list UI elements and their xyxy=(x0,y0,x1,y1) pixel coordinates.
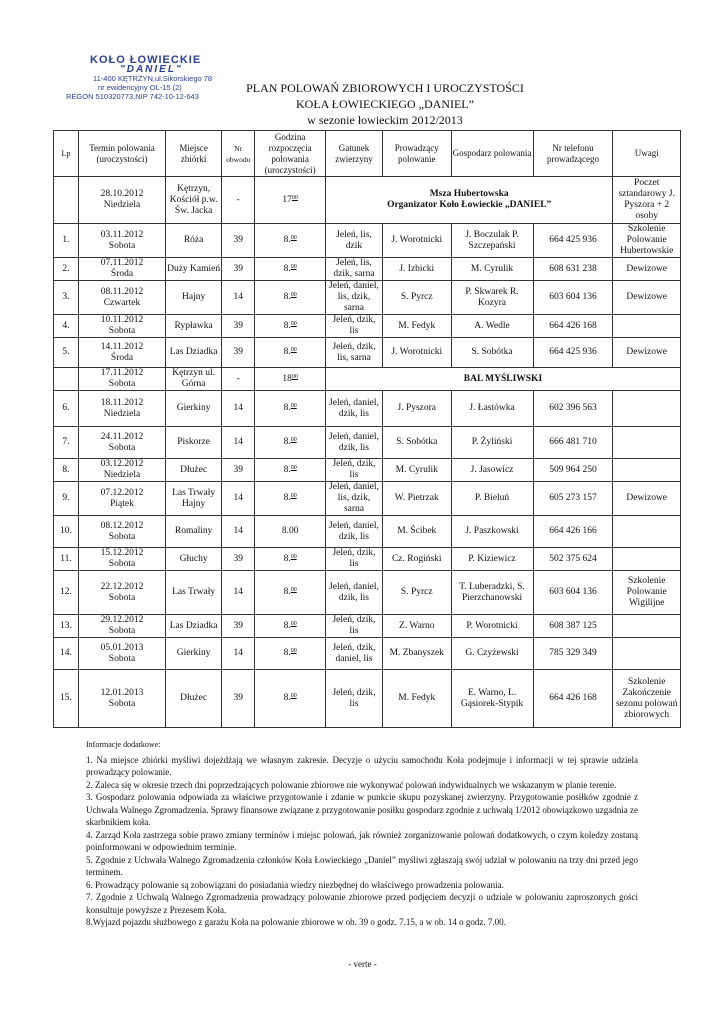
area-cell: 14 xyxy=(222,482,255,516)
stamp-line: "DANIEL" xyxy=(120,64,183,75)
lp-cell: 14. xyxy=(54,638,79,670)
hour-cell xyxy=(255,548,326,571)
leader-cell: Z. Warno xyxy=(383,615,452,638)
hour-text: 8. xyxy=(283,587,291,597)
host-cell: E. Warno, L. Gąsiorek-Stypik xyxy=(451,670,533,728)
hour-cell xyxy=(255,258,326,281)
place-cell: Duży Kamień xyxy=(166,258,222,281)
date-cell xyxy=(78,615,165,638)
place-cell: Las Dziadka xyxy=(166,615,222,638)
notes-cell xyxy=(613,615,681,638)
area-cell: - xyxy=(222,177,255,224)
leader-cell: J. Worotnicki xyxy=(383,338,452,368)
leader-cell: M. Zbanyszek xyxy=(383,638,452,670)
species-cell: Jeleń, daniel, dzik, lis xyxy=(325,516,382,548)
species-cell: Jeleń, daniel, lis, dzik, sarna xyxy=(325,482,382,516)
table-row xyxy=(54,224,681,258)
species-cell: Jeleń, dzik, lis xyxy=(325,315,382,338)
info-item: 4. Zarząd Koła zastrzega sobie prawo zmiany terminów i miejsc polowań, jak również zorganizowanie polowań dodatkowych, o czym koledzy zostaną poinformowani w odpowiednim terminie. xyxy=(86,829,638,852)
place-cell: Gierkiny xyxy=(166,638,222,670)
lp-cell: 2. xyxy=(54,258,79,281)
phone-cell: 608 631 238 xyxy=(533,258,613,281)
hunting-plan-table xyxy=(53,130,681,728)
weekday-text: Sobota xyxy=(108,626,136,636)
notes-cell xyxy=(613,482,681,516)
date-cell xyxy=(78,571,165,615)
lp-cell: 3. xyxy=(54,281,79,315)
table-row xyxy=(54,427,681,459)
hour-text: 17 xyxy=(282,194,292,205)
date-text: 15.12.2012 xyxy=(100,548,144,558)
phone-cell: 664 425 936 xyxy=(533,224,613,258)
ceremony-row xyxy=(54,177,681,224)
leader-cell: S. Sobótka xyxy=(383,427,452,459)
place-cell: Kętrzyn, Kościół p.w. Św. Jacka xyxy=(166,177,222,224)
area-cell: 39 xyxy=(222,548,255,571)
date-text: 22.12.2012 xyxy=(100,581,144,592)
area-cell: 39 xyxy=(222,315,255,338)
leader-cell: M. Cyrulik xyxy=(383,459,452,482)
minute-text: 00 xyxy=(290,553,297,560)
hour-text: 8. xyxy=(283,263,291,274)
species-cell: Jeleń, dzik, lis xyxy=(325,670,382,728)
date-text: 14.11.2012 xyxy=(100,341,144,352)
info-item: 5. Zgodnie z Uchwała Walnego Zgromadzenia członków Koła Łowieckiego „Daniel” myśliwi zgłaszają swój udział w polowaniu na trzy dni przed jego terminem. xyxy=(86,854,638,877)
hour-text: 8. xyxy=(283,493,291,503)
additional-info xyxy=(86,739,638,929)
notes-cell xyxy=(613,391,681,427)
area-cell: - xyxy=(222,368,255,391)
phone-cell: 509 964 250 xyxy=(533,459,613,482)
date-cell xyxy=(78,177,165,224)
title-line: KOŁA ŁOWIECKIEGO „DANIEL” xyxy=(296,97,474,111)
lp-cell: 4. xyxy=(54,315,79,338)
info-item: 8.Wyjazd pojazdu służbowego z garażu Koła na polowanie zbiorowe w ob. 39 o godz. 7.15, a w ob. 14 o godz. 7.00. xyxy=(86,917,506,927)
leader-cell: J. Izbicki xyxy=(383,258,452,281)
hour-cell xyxy=(255,571,326,615)
area-cell: 14 xyxy=(222,427,255,459)
table-row xyxy=(54,258,681,281)
leader-cell: J. Pyszora xyxy=(383,391,452,427)
notes-text: Szkolenie xyxy=(627,576,666,586)
weekday-text: Sobota xyxy=(108,559,136,569)
notes-cell xyxy=(613,427,681,459)
info-item: 7. Zgodnie z Uchwalą Walnego Zgromadzenia prowadzący polowanie zbiorowe przed podjęciem decyzji o udziale w polowaniu zaproszonych gości konsultuje powyższe z Prezesem Koła. xyxy=(86,892,638,915)
date-text: 08.11.2012 xyxy=(100,286,144,297)
weekday-text: Sobota xyxy=(108,698,136,709)
hour-cell xyxy=(255,615,326,638)
table-row xyxy=(54,281,681,315)
col-header-gospodarz: Gospodarz polowania xyxy=(451,131,533,177)
leader-cell: S. Pyrcz xyxy=(383,571,452,615)
date-text: 24.11.2012 xyxy=(100,431,144,442)
col-header-miejsce: Miejsce zbiórki xyxy=(166,131,222,177)
col-header-lp: Lp xyxy=(54,131,79,177)
table-row xyxy=(54,315,681,338)
place-cell: Las Dziadka xyxy=(166,338,222,368)
place-cell: Gierkiny xyxy=(166,391,222,427)
event-name: BAL MYŚLIWSKI xyxy=(463,373,543,384)
place-cell: Rypławka xyxy=(166,315,222,338)
lp-cell: 5. xyxy=(54,338,79,368)
col-header-uwagi: Uwagi xyxy=(613,131,681,177)
leader-cell: J. Worotnicki xyxy=(383,224,452,258)
species-cell: Jeleń, dzik, lis xyxy=(325,459,382,482)
phone-cell: 603 604 136 xyxy=(533,281,613,315)
hour-text: 8. xyxy=(283,553,291,564)
leader-cell: S. Pyrcz xyxy=(383,281,452,315)
stamp-line: KOŁO ŁOWIECKIE xyxy=(90,54,202,66)
date-cell xyxy=(78,516,165,548)
hour-text: 8. xyxy=(283,620,291,631)
notes-text: Dewizowe xyxy=(626,263,668,274)
notes-cell xyxy=(613,638,681,670)
weekday-text: Sobota xyxy=(108,531,136,542)
minute-text: 00 xyxy=(290,292,297,298)
date-text: 12.01.2013 xyxy=(100,687,144,698)
notes-text: Dewizowe xyxy=(626,347,668,357)
species-cell: Jeleń, dzik, daniel, lis xyxy=(325,638,382,670)
hour-text: 8. xyxy=(283,347,291,357)
area-cell: 39 xyxy=(222,459,255,482)
date-cell xyxy=(78,368,165,391)
date-cell xyxy=(78,391,165,427)
event-organizer: Organizator Koło Łowieckie „DANIEL” xyxy=(387,200,552,210)
table-row xyxy=(54,459,681,482)
table-row xyxy=(54,615,681,638)
date-text: 17.11.2012 xyxy=(100,368,144,378)
hour-cell xyxy=(255,224,326,258)
species-cell: Jeleń, lis, dzik xyxy=(325,224,382,258)
place-cell: Dłużec xyxy=(166,459,222,482)
species-cell: Jeleń, dzik, lis, sarna xyxy=(325,338,382,368)
weekday-text: Sobota xyxy=(108,442,136,453)
lp-cell: 15. xyxy=(54,670,79,728)
minute-text: 00 xyxy=(290,437,297,443)
minute-text: 00 xyxy=(290,693,297,699)
phone-cell: 602 396 563 xyxy=(533,391,613,427)
hour-text: 8. xyxy=(283,292,291,302)
title-line: w sezonie łowieckim 2012/2013 xyxy=(307,113,463,127)
weekday-text: Sobota xyxy=(108,379,136,389)
notes-cell xyxy=(613,459,681,482)
area-cell: 14 xyxy=(222,516,255,548)
col-header-gatunek: Gatunek zwierzyny xyxy=(325,131,382,177)
area-cell: 14 xyxy=(222,571,255,615)
lp-cell: 6. xyxy=(54,391,79,427)
col-header-prowadzacy: Prowadzący polowanie xyxy=(383,131,452,177)
area-cell: 14 xyxy=(222,391,255,427)
weekday-text: Niedziela xyxy=(103,200,141,210)
info-item: 6. Prowadzący polowanie są zobowiązani do posiadania wiedzy niezbędnej do właściwego prowadzenia polowania. xyxy=(86,879,504,890)
date-text: 03.12.2012 xyxy=(100,459,144,469)
header-row xyxy=(54,131,681,177)
minute-text: 00 xyxy=(290,464,297,471)
event-cell xyxy=(325,177,613,224)
weekday-text: Sobota xyxy=(108,592,136,603)
hour-text: 8. xyxy=(283,235,291,245)
table-row xyxy=(54,571,681,615)
phone-cell: 502 375 624 xyxy=(533,548,613,571)
date-cell xyxy=(78,638,165,670)
area-cell: 39 xyxy=(222,670,255,728)
weekday-text: Sobota xyxy=(108,326,136,336)
lp-cell: 12. xyxy=(54,571,79,615)
lp-cell: 7. xyxy=(54,427,79,459)
minute-text: 00 xyxy=(291,194,298,201)
hour-cell xyxy=(255,281,326,315)
hour-cell xyxy=(255,368,326,391)
lp-cell xyxy=(54,177,79,224)
notes-cell xyxy=(613,258,681,281)
area-cell: 14 xyxy=(222,638,255,670)
event-cell xyxy=(325,368,680,391)
hour-cell xyxy=(255,516,326,548)
lp-cell xyxy=(54,368,79,391)
lp-cell: 10. xyxy=(54,516,79,548)
date-cell xyxy=(78,338,165,368)
host-cell: P. Żyliński xyxy=(451,427,533,459)
area-cell: 39 xyxy=(222,258,255,281)
species-cell: Jeleń, daniel, dzik, lis xyxy=(325,427,382,459)
weekday-text: Sobota xyxy=(108,653,136,664)
phone-cell: 605 273 157 xyxy=(533,482,613,516)
date-text: 28.10.2012 xyxy=(100,189,144,199)
notes-cell xyxy=(613,315,681,338)
date-text: 10.11.2012 xyxy=(100,315,144,325)
table-row xyxy=(54,548,681,571)
minute-text: 00 xyxy=(290,493,297,499)
title-line: PLAN POLOWAŃ ZBIOROWYCH I UROCZYSTOŚCI xyxy=(246,81,524,95)
leader-cell: M. Ścibek xyxy=(383,516,452,548)
info-heading: Informacje dodatkowe: xyxy=(86,740,161,749)
table-row xyxy=(54,516,681,548)
info-item: 2. Zaleca się w okresie trzech dni poprzedzających polowanie zbiorowe nie wykonywać polowań indywidualnych we wskazanym w planie terenie. xyxy=(86,779,617,790)
host-cell: P. Kiziewicz xyxy=(451,548,533,571)
date-cell xyxy=(78,459,165,482)
date-cell xyxy=(78,258,165,281)
notes-cell xyxy=(613,281,681,315)
notes-cell xyxy=(613,670,681,728)
date-text: 07.12.2012 xyxy=(100,487,144,498)
phone-cell: 664 426 168 xyxy=(533,315,613,338)
date-cell xyxy=(78,548,165,571)
minute-text: 00 xyxy=(290,620,297,627)
host-cell: J. Boczulak P. Szczepański xyxy=(451,224,533,258)
hour-text: 8. xyxy=(283,403,291,413)
minute-text: 00 xyxy=(290,235,297,241)
species-cell: Jeleń, daniel, dzik, lis xyxy=(325,391,382,427)
species-cell: Jeleń, dzik, lis xyxy=(325,615,382,638)
hour-text: 8. xyxy=(283,648,291,658)
table-row xyxy=(54,482,681,516)
table-row xyxy=(54,670,681,728)
stamp-line: REGON 510320773,NIP 742-10-12-643 xyxy=(66,92,199,101)
host-cell: A. Wedle xyxy=(451,315,533,338)
species-cell: Jeleń, daniel, dzik, lis xyxy=(325,571,382,615)
hour-cell xyxy=(255,391,326,427)
place-cell: Hajny xyxy=(166,281,222,315)
hour-cell xyxy=(255,638,326,670)
notes-text: Dewizowe xyxy=(626,493,668,503)
place-cell: Dłużec xyxy=(166,670,222,728)
date-cell xyxy=(78,224,165,258)
weekday-text: Piątek xyxy=(110,498,134,509)
table-row xyxy=(54,338,681,368)
leader-cell: W. Pietrzak xyxy=(383,482,452,516)
minute-text: 00 xyxy=(290,320,297,327)
host-cell: J. Paszkowski xyxy=(451,516,533,548)
weekday-text: Środa xyxy=(110,269,134,279)
minute-text: 00 xyxy=(290,648,297,654)
area-cell: 14 xyxy=(222,281,255,315)
phone-cell: 603 604 136 xyxy=(533,571,613,615)
info-item: 3. Gospodarz polowania odpowiada za właściwe przygotowanie i zdanie w punkcie skupu pozyskanej zwierzyny. Przygotowanie posiłków zgodnie z Uchwała Walnego Zgromadzenia. Sprawy finansowe związane z przygotowanie posiłku gospodarz zgodnie z uchwałą 1/2012 obowiązkowo uzgadnia ze skarbnikiem koła. xyxy=(86,792,638,827)
host-cell: P. Worotnicki xyxy=(451,615,533,638)
date-cell xyxy=(78,670,165,728)
host-cell: P. Skwarek R. Kozyra xyxy=(451,281,533,315)
hour-text: 8. xyxy=(283,437,291,447)
lp-cell: 1. xyxy=(54,224,79,258)
host-cell: J. Jasowicz xyxy=(451,459,533,482)
date-text: 05.01.2013 xyxy=(100,642,144,653)
place-cell: Róża xyxy=(166,224,222,258)
notes-text-2: Polowanie Hubertowskie xyxy=(620,235,674,256)
date-text: 08.12.2012 xyxy=(100,520,144,531)
place-cell: Głuchy xyxy=(166,548,222,571)
minute-text: 00 xyxy=(291,373,298,380)
hour-text: 8. xyxy=(283,693,291,703)
notes-cell: Poczet sztandarowy J. Pyszora + 2 osoby xyxy=(613,177,681,224)
lp-cell: 13. xyxy=(54,615,79,638)
host-cell: J. Łastówka xyxy=(451,391,533,427)
place-cell: Romaliny xyxy=(166,516,222,548)
hour-text: 8. xyxy=(283,320,291,331)
col-header-termin: Termin polowania (uroczystości) xyxy=(78,131,165,177)
minute-text: 00 xyxy=(290,403,297,409)
stamp-line: 11-400 KĘTRZYN,ul.Sikorskiego 78 xyxy=(93,74,213,83)
hour-text: 8.00 xyxy=(281,526,299,536)
hour-cell xyxy=(255,177,326,224)
weekday-text: Niedziela xyxy=(103,408,141,419)
date-text: 29.12.2012 xyxy=(100,615,144,625)
minute-text: 00 xyxy=(290,587,297,593)
phone-cell: 664 426 168 xyxy=(533,670,613,728)
notes-cell xyxy=(613,548,681,571)
notes-text-2: Polowanie Wigilijne xyxy=(626,587,667,608)
phone-cell: 785 329 349 xyxy=(533,638,613,670)
hour-cell xyxy=(255,338,326,368)
hour-cell xyxy=(255,427,326,459)
date-text: 07.11.2012 xyxy=(100,258,144,268)
date-cell xyxy=(78,482,165,516)
host-cell: T. Luberadzki, S. Pierzchanowski xyxy=(451,571,533,615)
date-cell xyxy=(78,427,165,459)
weekday-text: Sobota xyxy=(108,240,136,251)
host-cell: G. Czyżewski xyxy=(451,638,533,670)
notes-text: Dewizowe xyxy=(626,292,668,302)
ceremony-row xyxy=(54,368,681,391)
event-name: Msza Hubertowska xyxy=(429,189,509,199)
notes-text: Szkolenie xyxy=(627,224,666,234)
document-title xyxy=(200,80,570,128)
col-header-obwod: Nr obwodu xyxy=(222,131,255,177)
place-cell: Kętrzyn ul. Górna xyxy=(166,368,222,391)
notes-text: Szkolenie xyxy=(627,676,666,687)
date-text: 03.11.2012 xyxy=(100,229,144,240)
minute-text: 00 xyxy=(290,347,297,353)
host-cell: S. Sobótka xyxy=(451,338,533,368)
weekday-text: Niedziela xyxy=(103,470,141,480)
col-header-telefon: Nr telefonu prowadzącego xyxy=(533,131,613,177)
hour-cell xyxy=(255,315,326,338)
lp-cell: 9. xyxy=(54,482,79,516)
species-cell: Jeleń, daniel, lis, dzik, sarna xyxy=(325,281,382,315)
phone-cell: 666 481 710 xyxy=(533,427,613,459)
page-footer-verte: - verte - xyxy=(348,959,377,969)
date-cell xyxy=(78,315,165,338)
phone-cell: 664 426 166 xyxy=(533,516,613,548)
area-cell: 39 xyxy=(222,338,255,368)
lp-cell: 11. xyxy=(54,548,79,571)
leader-cell: M. Fedyk xyxy=(383,670,452,728)
notes-text-2: Zakończenie sezonu polowań zbiorowych xyxy=(615,687,678,720)
species-cell: Jeleń, dzik, lis xyxy=(325,548,382,571)
hour-text: 8. xyxy=(283,464,291,475)
lp-cell: 8. xyxy=(54,459,79,482)
weekday-text: Środa xyxy=(110,352,134,363)
hour-text: 18 xyxy=(282,373,292,384)
notes-cell xyxy=(613,516,681,548)
table-row xyxy=(54,638,681,670)
host-cell: M. Cyrulik xyxy=(451,258,533,281)
hour-cell xyxy=(255,482,326,516)
phone-cell: 608 387 125 xyxy=(533,615,613,638)
place-cell: Piskorze xyxy=(166,427,222,459)
phone-cell: 664 425 936 xyxy=(533,338,613,368)
col-header-godzina: Godzina rozpoczęcia polowania (uroczystości) xyxy=(255,131,326,177)
species-cell: Jeleń, lis, dzik, sarna xyxy=(325,258,382,281)
leader-cell: Cz. Rogiński xyxy=(383,548,452,571)
date-text: 18.11.2012 xyxy=(100,397,144,408)
place-cell: Las Trwały Hajny xyxy=(166,482,222,516)
table-row xyxy=(54,391,681,427)
weekday-text: Czwartek xyxy=(103,297,141,308)
host-cell: P. Bieluń xyxy=(451,482,533,516)
hour-cell xyxy=(255,670,326,728)
stamp-line: nr ewidencyjny OL-15 (2) xyxy=(98,83,182,92)
notes-cell xyxy=(613,571,681,615)
leader-cell: M. Fedyk xyxy=(383,315,452,338)
notes-cell xyxy=(613,224,681,258)
notes-cell xyxy=(613,338,681,368)
info-item: 1. Na miejsce zbiórki myśliwi dojeżdżają we własnym zakresie. Decyzje o użyciu samochodu Koła podejmuje i informacji w tej sprawie udziela prowadzący polowanie. xyxy=(86,754,638,777)
place-cell: Las Trwały xyxy=(166,571,222,615)
area-cell: 39 xyxy=(222,224,255,258)
date-cell xyxy=(78,281,165,315)
hour-cell xyxy=(255,459,326,482)
area-cell: 39 xyxy=(222,615,255,638)
minute-text: 00 xyxy=(290,263,297,270)
